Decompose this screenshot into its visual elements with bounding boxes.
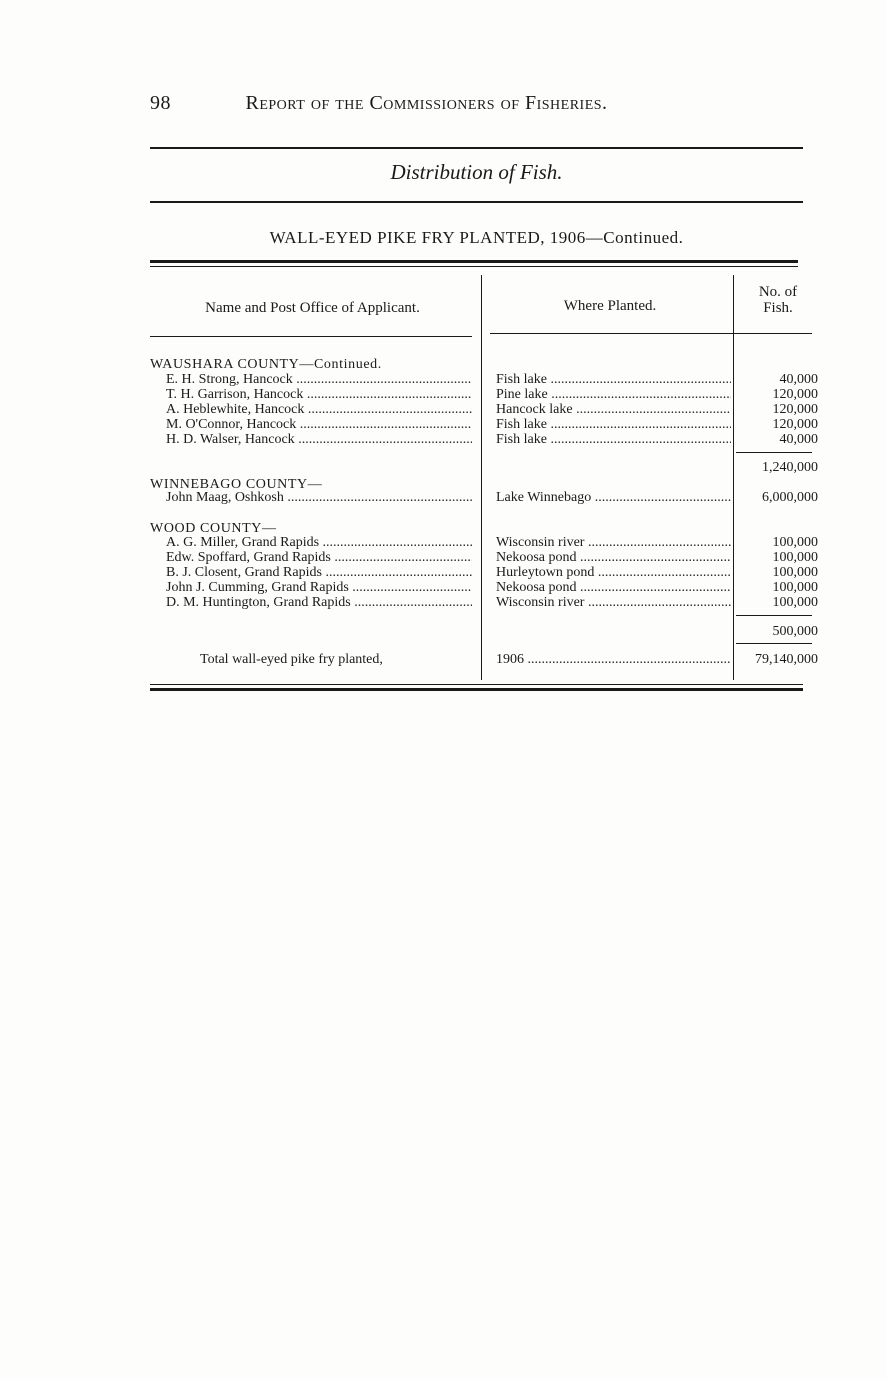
column-header-where: Where Planted. <box>563 298 657 314</box>
page-number: 98 <box>150 92 171 114</box>
total-rule <box>736 643 812 644</box>
table-bottom-rule-thin <box>150 684 803 685</box>
table-top-rule-thick <box>150 260 798 263</box>
where-planted: Fish lake ..... <box>496 432 731 447</box>
fish-count: 40,000 <box>779 372 818 387</box>
subtotal-row <box>150 624 818 639</box>
subtotal-count: 1,240,000 <box>762 460 818 475</box>
applicant-name: A. Heblewhite, Hancock ..... <box>166 402 472 417</box>
fish-count: 100,000 <box>772 535 818 550</box>
column-header-count <box>738 284 818 316</box>
section-bottom-rule <box>150 201 803 203</box>
table-top-rule-thin <box>150 266 798 267</box>
fish-count: 100,000 <box>772 580 818 595</box>
table-row <box>150 490 818 505</box>
table-row <box>150 580 818 595</box>
table-row <box>150 565 818 580</box>
fish-count: 40,000 <box>779 432 818 447</box>
county-heading-wood <box>150 521 818 536</box>
where-planted: Wisconsin river ..... <box>496 595 731 610</box>
table-row <box>150 402 818 417</box>
county-name: WINNEBAGO COUNTY— <box>150 477 323 492</box>
subtotal-count: 500,000 <box>772 624 818 639</box>
table-row <box>150 417 818 432</box>
subtotal-row <box>150 460 818 475</box>
applicant-name: T. H. Garrison, Hancock ..... <box>166 387 472 402</box>
fish-count: 120,000 <box>772 387 818 402</box>
header-rule-right <box>490 333 812 334</box>
applicant-name: John Maag, Oshkosh ..... <box>166 490 472 505</box>
fish-count: 120,000 <box>772 402 818 417</box>
table-row <box>150 372 818 387</box>
subtotal-rule <box>736 452 812 453</box>
where-planted: Wisconsin river ..... <box>496 535 731 550</box>
column-header-applicant: Name and Post Office of Applicant. <box>205 300 420 316</box>
where-planted: Fish lake ..... <box>496 372 731 387</box>
total-count: 79,140,000 <box>755 652 818 667</box>
table-title: WALL-EYED PIKE FRY PLANTED, 1906—Continued. <box>269 228 684 247</box>
applicant-name: Edw. Spoffard, Grand Rapids ..... <box>166 550 472 565</box>
running-title: Report of the Commissioners of Fisheries. <box>245 92 608 114</box>
table-bottom-rule-thick <box>150 688 803 691</box>
section-top-rule <box>150 147 803 149</box>
fish-count: 120,000 <box>772 417 818 432</box>
subtotal-rule <box>736 615 812 616</box>
fish-count: 100,000 <box>772 550 818 565</box>
applicant-name: E. H. Strong, Hancock ..... <box>166 372 472 387</box>
table-row <box>150 387 818 402</box>
column-header-count-line1: No. of <box>758 284 798 300</box>
county-name: WAUSHARA COUNTY—Continued. <box>150 357 382 372</box>
where-planted: Pine lake ..... <box>496 387 731 402</box>
county-heading-waushara <box>150 357 818 372</box>
applicant-name: M. O'Connor, Hancock ..... <box>166 417 472 432</box>
county-name: WOOD COUNTY— <box>150 521 277 536</box>
applicant-name: D. M. Huntington, Grand Rapids ..... <box>166 595 472 610</box>
where-planted: Fish lake ..... <box>496 417 731 432</box>
applicant-name: A. G. Miller, Grand Rapids ..... <box>166 535 472 550</box>
section-title: Distribution of Fish. <box>390 160 563 184</box>
where-planted: Nekoosa pond ..... <box>496 550 731 565</box>
applicant-name: H. D. Walser, Hancock ..... <box>166 432 472 447</box>
total-year: 1906 ..... <box>496 652 731 667</box>
fish-count: 100,000 <box>772 565 818 580</box>
column-header-count-line2: Fish. <box>763 300 793 316</box>
where-planted: Lake Winnebago ..... <box>496 490 731 505</box>
fish-count: 100,000 <box>772 595 818 610</box>
where-planted: Hurleytown pond ..... <box>496 565 731 580</box>
where-planted: Nekoosa pond ..... <box>496 580 731 595</box>
applicant-name: John J. Cumming, Grand Rapids ..... <box>166 580 472 595</box>
table-row <box>150 432 818 447</box>
total-label: Total wall-eyed pike fry planted, <box>200 652 383 667</box>
table-row <box>150 550 818 565</box>
table-row <box>150 595 818 610</box>
applicant-name: B. J. Closent, Grand Rapids ..... <box>166 565 472 580</box>
table-row <box>150 535 818 550</box>
where-planted: Hancock lake ..... <box>496 402 731 417</box>
total-row <box>150 652 818 667</box>
fish-count: 6,000,000 <box>762 490 818 505</box>
header-rule-left <box>150 336 472 337</box>
page-header <box>150 92 715 115</box>
